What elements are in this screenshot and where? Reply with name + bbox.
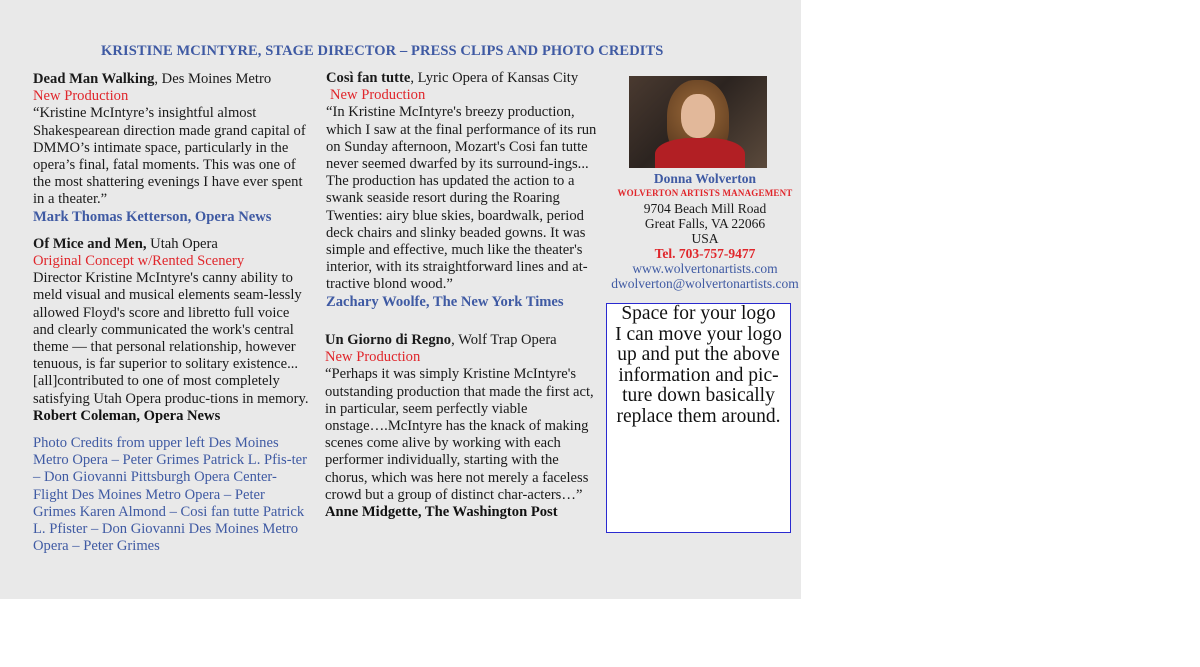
column-middle-top — [326, 70, 604, 311]
logo-text-line: information and pic- — [618, 364, 779, 386]
website-link[interactable]: www.wolvertonartists.com — [632, 261, 778, 276]
email-link[interactable]: dwolverton@wolvertonartists.com — [611, 276, 799, 291]
logo-text-line: ture down basically — [622, 385, 775, 407]
clip-un-giorno-di-regno — [325, 332, 603, 521]
review-quote: “Kristine McIntyre’s insightful almost Shakespearean direction made grand capital of DMMO’s intimate space, particularly in the opera’s final, fatal moments. This was one of the most shattering evenings I have ever spent in a theater.” — [33, 105, 306, 208]
show-title: Così fan tutte — [326, 70, 411, 86]
page-title: KRISTINE MCINTYRE, STAGE DIRECTOR – PRESS CLIPS AND PHOTO CREDITS — [101, 43, 664, 59]
address-city: Great Falls, VA 22066 — [644, 216, 766, 231]
critic-credit: Zachary Woolfe, The New York Times — [326, 293, 564, 310]
clip-cosi-fan-tutte — [326, 70, 604, 311]
production-type: New Production — [33, 88, 129, 105]
critic-credit: Mark Thomas Ketterson, Opera News — [33, 208, 272, 225]
logo-text-line: replace them around. — [616, 405, 781, 427]
company: , Lyric Opera of Kansas City — [410, 70, 579, 86]
contact-name: Donna Wolverton — [653, 171, 757, 186]
critic-credit: Robert Coleman, Opera News — [33, 407, 221, 424]
clip-dead-man-walking — [33, 71, 311, 226]
production-type: Original Concept w/Rented Scenery — [33, 253, 245, 270]
contact-block — [605, 171, 805, 291]
company: , Des Moines Metro — [154, 71, 272, 87]
company: Utah Opera — [146, 235, 218, 252]
phone-number: Tel. 703-757-9477 — [654, 246, 756, 261]
show-title: Un Giorno di Regno — [325, 332, 452, 348]
management-name: WOLVERTON ARTISTS MANAGEMENT — [617, 188, 793, 198]
address-country: USA — [691, 231, 719, 246]
logo-text-line: Space for your logo — [621, 303, 776, 324]
review-quote: “Perhaps it was simply Kristine McIntyre's outstanding production that made the first act, in particular, seem perfectly viable onstage….McIntyre has the knack of making scenes come alive by working with each performer individually, starting with the chorus, which was here not merely a faceless crowd but a group of distinct char-acters…” — [325, 366, 594, 503]
show-title: Of Mice and Men, — [33, 235, 147, 252]
production-type: New Production — [325, 349, 421, 366]
company: , Wolf Trap Opera — [451, 332, 557, 348]
column-left — [33, 71, 311, 555]
review-quote: “In Kristine McIntyre's breezy production, which I saw at the final performance of its run on Sunday afternoon, Mozart's Cosi fan tutte never seemed dwarfed by its surround-ings... The production has updated the action to a swank seaside resort during the Roaring Twenties: airy blue skies, boardwalk, period deck chairs and slinky beaded gowns. It was simple and effective, much like the theater's interior, with its straightforward lines and at-tractive blond wood.” — [326, 104, 597, 293]
logo-text-line: up and put the above — [617, 344, 780, 366]
production-type: New Production — [330, 87, 426, 104]
logo-text-line: I can move your logo — [615, 323, 782, 345]
review-quote: Director Kristine McIntyre's canny ability to meld visual and musical elements seam-lessly allowed Floyd's score and libretto full voice and clearly communicated the work's central theme — that personal relationship, however tenuous, is far superior to solitary existence... [all]contributed to one of most completely satisfying Utah Opera produc-tions in memory. — [33, 270, 309, 407]
critic-credit: Anne Midgette, The Washington Post — [325, 504, 558, 521]
column-middle-bottom — [325, 332, 603, 521]
show-title: Dead Man Walking — [33, 71, 155, 87]
photo-credits: Photo Credits from upper left Des Moines Metro Opera – Peter Grimes Patrick L. Pfis-ter – Don Giovanni Pittsburgh Opera Center- Flight Des Moines Metro Opera – Peter Grimes Karen Almond – Cosi fan tutte Patrick L. Pfister – Don Giovanni Des Moines Metro Opera – Peter Grimes — [33, 435, 307, 555]
clip-of-mice-and-men — [33, 236, 311, 425]
address-street: 9704 Beach Mill Road — [643, 201, 767, 216]
portrait-photo — [629, 76, 767, 168]
logo-placeholder-box — [606, 303, 791, 533]
